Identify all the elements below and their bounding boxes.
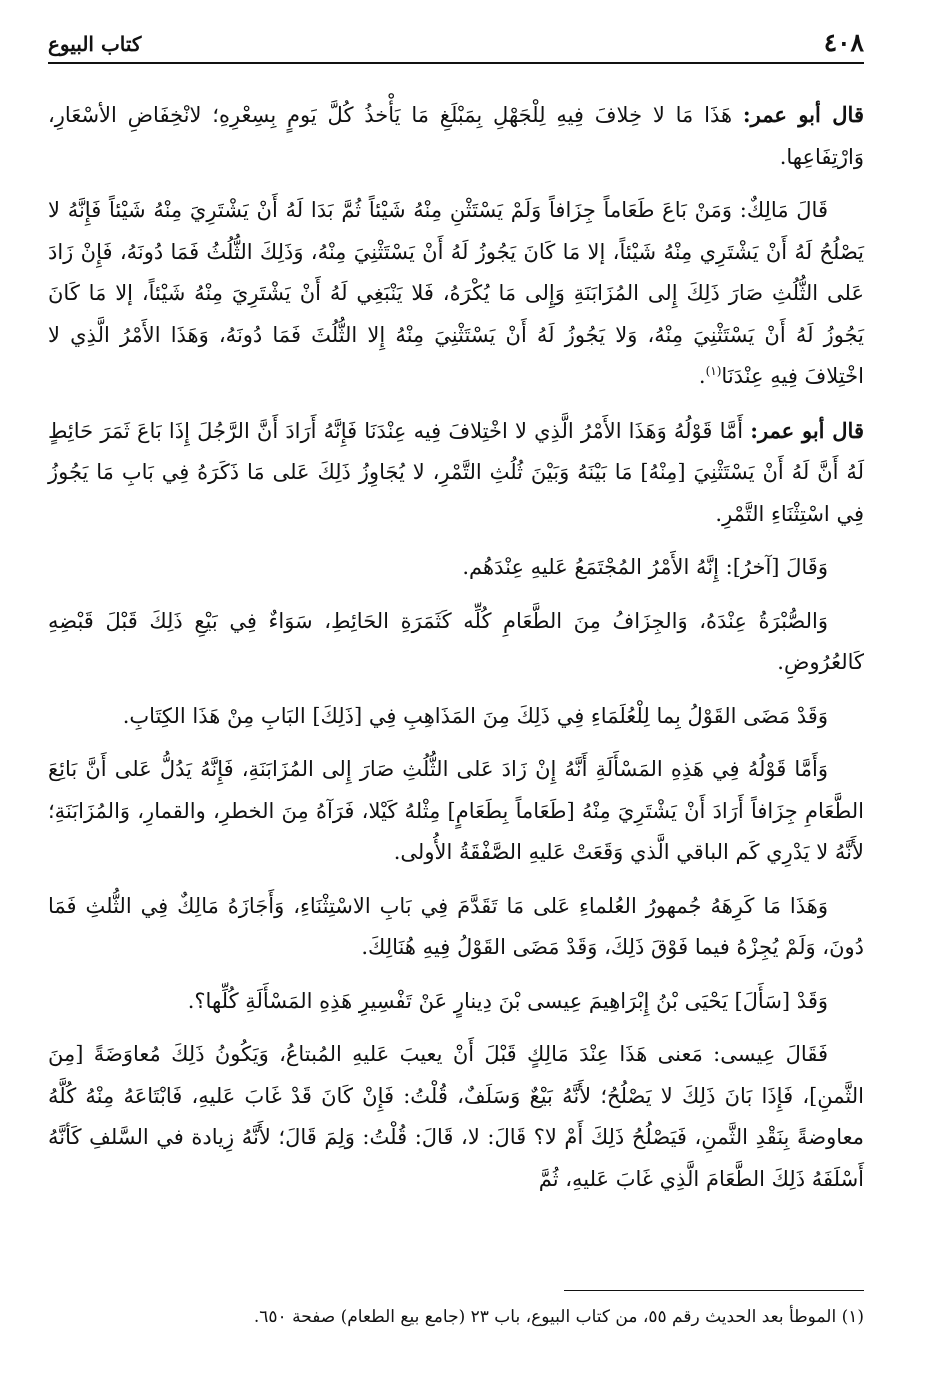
speaker-label: قال أبو عمر:	[750, 417, 864, 443]
paragraph	[48, 547, 864, 589]
paragraph-text: وَالصُّبْرَةُ عِنْدَهُ، وَالجِزَافُ مِنَ الطَّعَامِ كُلِّه كَثَمَرَةِ الحَائِطِ، سَوَاءٌ فِي بَيْعِ ذَلِكَ قَبْلَ قَبْضِهِ كَالعُرُوضِ.	[48, 608, 864, 674]
paragraph	[48, 94, 864, 178]
footnote-divider	[564, 1290, 864, 1291]
paragraph-text: أَمَّا قَوْلُهُ وَهَذَا الأَمْرُ الَّذِي لا اخْتِلافَ فِيه عِنْدَنَا فَإِنَّهُ أَرَادَ أَنَّ الرَّجُلَ إِذَا بَاعَ ثَمَرَ حَائِطٍ لَهُ أَنَّ لَهُ أَنْ يَسْتَثْنِيَ [مِنْهُ] مَا بَيْنَهُ وَبَيْنَ ثُلُثِ التَّمْرِ، لا يُجَاوِزُ ذَلِكَ عَلى مَا ذَكَرَهُ فِي بَابِ مَا يَجُوزُ فِي اسْتِثْنَاءِ التَّمْرِ.	[48, 418, 864, 526]
main-text	[48, 94, 864, 1212]
paragraph	[48, 886, 864, 969]
paragraph-text: وَقَدْ [سَأَلَ] يَحْيَى بْنُ إِبْرَاهِيمَ عِيسى بْنَ دِينارٍ عَنْ تَفْسِيرِ هَذِهِ المَسْأَلَةِ كُلِّها؟.	[187, 988, 828, 1013]
paragraph	[48, 410, 864, 536]
paragraph-text-tail: .	[698, 364, 706, 388]
paragraph	[48, 981, 864, 1023]
paragraph-text: وَقَالَ [آخرُ]: إِنَّهُ الأَمْرُ المُجْتَمَعُ عَليهِ عِنْدَهُم.	[462, 555, 828, 579]
paragraph-text: هَذَا مَا لا خِلافَ فِيهِ لِلْجَهْلِ بِمَبْلَغِ مَا يَأْخذُ كُلَّ يَومٍ بِسِعْرِهِ؛ لانْخِفَاضِ الأسْعَارِ، وَارْتِفَاعِها.	[48, 103, 864, 169]
paragraph	[48, 601, 864, 684]
paragraph-text: فَقَالَ عِيسى: مَعنى هَذَا عِنْدَ مَالِكٍ قَبْلَ أَنْ يعيبَ عَليهِ المُبتاعُ، وَيَكُونُ ذَلِكَ مُعاوَضَةً [مِنَ الثَّمنِ]، فَإِذَا بَانَ ذَلِكَ لا يَصْلُحُ؛ لأَنَّهُ بَيْعٌ وَسَلَفٌ، قُلْتُ: فَإِنْ كَانَ قَدْ غَابَ عَليهِ، فَابْتَاعَهُ مِنْهُ كُلَّهُ معاوضةً بِنَقْدِ الثَّمنِ، فَيَصْلُحُ ذَلِكَ أَمْ لا؟ قَالَ: لا، قَالَ: قُلْتُ: وَلِمَ قَالَ؛ لأَنَّهُ زِيادة في السَّلفِ كَأنَّهُ أَسْلَفَهُ ذَلِكَ الطَّعَامَ الَّذِي غَابَ عَليهِ، ثُمَّ	[48, 1042, 864, 1191]
speaker-label: قال أبو عمر:	[742, 102, 864, 127]
footnote-reference: (١)	[705, 364, 722, 378]
paragraph-text: قَالَ مَالِكٌ: وَمَنْ بَاعَ طَعَاماً جِزَافاً وَلَمْ يَسْتَثْنِ مِنْهُ شَيْئاً ثُمَّ بَدَا لَهُ أَنْ يَشْتَرِيَ مِنْهُ شَيْئاً فَإِنَّهُ لا يَصْلُحُ لَهُ أَنْ يَشْتَرِي مِنْهُ شَيْئاً، إلا مَا كَانَ يَجُوزُ لَهُ أَنْ يَسْتَثْنِيَ مِنْهُ، وَذَلِكَ الثُّلُثُ فَمَا دُونَهُ، فَإِنْ زَادَ عَلى الثُّلُثِ صَارَ ذَلِكَ إِلى المُزَابَنَةِ وَإِلى مَا يُكْرَهُ، فَلا يَنْبَغِي لَهُ أَنْ يَشْتَرِيَ مِنْهُ شَيْئاً، إلا مَا كَانَ يَجُوزُ لَهُ أَنْ يَسْتَثْنِيَ مِنْهُ، وَلا يَجُوزُ لَهُ أَنْ يَسْتَثْنِيَ مِنْهُ إِلا الثُّلُثَ فَمَا دُونَهُ، وَهَذَا الأَمْرُ الَّذِي لا اخْتِلافَ فِيهِ عِنْدَنَا	[48, 198, 864, 388]
paragraph-text: وَهَذَا مَا كَرِهَهُ جُمهورُ العُلماءِ عَلى مَا تَقَدَّمَ فِي بَابِ الاسْتِثْنَاءِ، وَأَجَازَهُ مَالِكٌ فِي الثُّلثِ فَمَا دُونَ، وَلَمْ يُجِزْهُ فيما فَوْقَ ذَلِكَ، وَقَدْ مَضَى القَوْلُ فِيهِ هُنَالِكَ.	[48, 893, 864, 959]
paragraph	[48, 696, 864, 738]
paragraph-text: وَقَدْ مَضَى القَوْلُ بِما لِلْعُلَمَاءِ فِي ذَلِكَ مِنَ المَذَاهِبِ فِي [ذَلِكَ] البَابِ مِنْ هَذَا الكِتَابِ.	[122, 703, 828, 728]
paragraph	[48, 1034, 864, 1200]
running-title: كتاب البيوع	[48, 32, 142, 56]
paragraph-text: وَأَمَّا قَوْلُهُ فِي هَذِهِ المَسْأَلَةِ أَنَّهُ إِنْ زَادَ عَلى الثُّلُثِ صَارَ إِلى المُزَابَنَةِ، فَإِنَّهُ يَدُلُّ عَلى أَنَّ بَائِعَ الطَّعَامِ جِزَافاً أَرَادَ أَنْ يَشْتَرِيَ مِنْهُ [طَعَاماً بِطَعَامٍ] مِثْلهُ كَيْلا، فَرَآهُ مِنَ الخطرِ، والقمارِ، وَالمُزَابَنَةِ؛ لأَنَّهُ لا يَدْرِي كَم الباقي الَّذي وَقَعَتْ عَليهِ الصَّفْقَةُ الأُولى.	[48, 757, 864, 864]
paragraph	[48, 749, 864, 874]
paragraph	[48, 190, 864, 398]
page-header	[48, 30, 864, 64]
footnote: (١) الموطأ بعد الحديث رقم ٥٥، من كتاب البيوع، باب ٢٣ (جامع بيع الطعام) صفحة ٦٥٠.	[253, 1307, 864, 1327]
page-number: ٤٠٨	[823, 28, 864, 57]
